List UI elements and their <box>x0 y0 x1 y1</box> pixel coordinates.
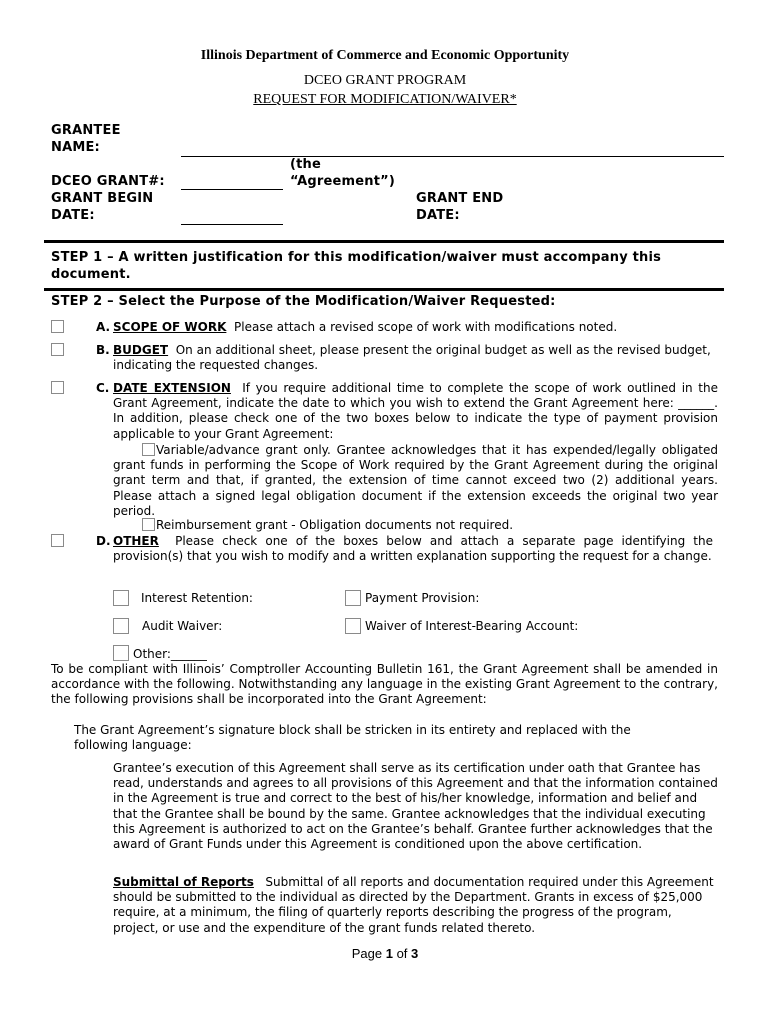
of-word: of <box>396 946 408 961</box>
item-a-title: SCOPE OF WORK <box>113 320 227 334</box>
interest-retention-label: Interest Retention: <box>141 591 253 605</box>
interest-retention-checkbox[interactable] <box>113 590 129 606</box>
scope-of-work-checkbox[interactable] <box>51 320 64 333</box>
grantee-name-label-line1: GRANTEE <box>51 123 121 138</box>
grant-begin-label-line1: GRANT BEGIN <box>51 191 154 206</box>
other-checkbox[interactable] <box>51 534 64 547</box>
item-c-description: If you require additional time to complete the scope of work outlined in the Grant Agreement, indicate the date to which you wish to extend the Grant Agreement here: ______. In addition, please check one of the two boxes below to indicate the type of payment provision applicable to your Grant Agreement: <box>113 381 718 441</box>
reimbursement-grant-checkbox[interactable] <box>142 518 155 531</box>
item-a-letter: A. <box>96 320 111 334</box>
grantee-name-field[interactable] <box>181 156 724 157</box>
grant-end-label-line2: DATE: <box>416 208 460 223</box>
step1-line1: STEP 1 – A written justification for this modification/waiver must accompany this <box>51 250 662 265</box>
audit-waiver-label: Audit Waiver: <box>142 619 223 633</box>
item-b-letter: B. <box>96 343 110 357</box>
program-title: DCEO GRANT PROGRAM <box>303 73 467 88</box>
grant-number-label: DCEO GRANT#: <box>51 174 165 189</box>
grant-begin-date-field[interactable] <box>181 224 283 225</box>
agreement-note-line2: “Agreement”) <box>290 174 395 189</box>
payment-provision-label: Payment Provision: <box>365 591 480 605</box>
page-footer <box>0 946 770 961</box>
other-option-checkbox[interactable] <box>113 645 129 661</box>
other-option-label: Other:______ <box>133 647 207 661</box>
compliance-paragraph: To be compliant with Illinois’ Comptroller Accounting Bulletin 161, the Grant Agreement shall be amended in accordance with the following. Notwithstanding any language in the existing Grant Agreement to the contrary, the following provisions shall be incorporated into the Grant Agreement: <box>51 662 718 707</box>
item-d-title: OTHER <box>113 534 159 548</box>
item-d-text <box>113 534 713 564</box>
divider-step2 <box>44 288 724 291</box>
item-d-description: Please check one of the boxes below and attach a separate page identifying the provision(s) that you wish to modify and a written explanation supporting the request for a change. <box>113 534 713 564</box>
item-b-text <box>113 343 718 373</box>
reports-title: Submittal of Reports <box>113 875 254 889</box>
reports-paragraph <box>113 875 718 936</box>
item-c-title: DATE EXTENSION <box>113 381 231 395</box>
waiver-interest-account-label: Waiver of Interest-Bearing Account: <box>365 619 579 633</box>
grant-begin-label-line2: DATE: <box>51 208 95 223</box>
agency-name: Illinois Department of Commerce and Economic Opportunity <box>200 48 570 63</box>
item-a-description: Please attach a revised scope of work with modifications noted. <box>234 320 618 334</box>
form-title: REQUEST FOR MODIFICATION/WAIVER* <box>253 92 517 107</box>
page-total: 3 <box>411 946 419 961</box>
signature-block-paragraph: The Grant Agreement’s signature block shall be stricken in its entirety and replaced with the following language: <box>74 723 631 753</box>
item-c-letter: C. <box>96 381 110 395</box>
reimbursement-grant-text: Reimbursement grant - Obligation documents not required. <box>156 518 514 532</box>
certification-paragraph: Grantee’s execution of this Agreement shall serve as its certification under oath that Grantee has read, understands and agrees to all provisions of this Agreement and that the information contained in the Agreement is true and correct to the best of his/her knowledge, information and belief and that the Grantee shall be bound by the same. Grantee acknowledges that the individual executing this Agreement is authorized to act on the Grantee’s behalf. Grantee further acknowledges that the award of Grant Funds under this Agreement is conditioned upon the above certification. <box>113 761 718 852</box>
item-b-description: On an additional sheet, please present the original budget as well as the revised budget, indicating the requested changes. <box>113 343 711 373</box>
payment-provision-checkbox[interactable] <box>345 590 361 606</box>
waiver-interest-account-checkbox[interactable] <box>345 618 361 634</box>
step1-line2: document. <box>51 267 131 282</box>
step2-heading: STEP 2 – Select the Purpose of the Modification/Waiver Requested: <box>51 294 556 309</box>
item-c-text <box>113 381 718 442</box>
budget-checkbox[interactable] <box>51 343 64 356</box>
audit-waiver-checkbox[interactable] <box>113 618 129 634</box>
agreement-note-line1: (the <box>290 157 322 172</box>
item-b-title: BUDGET <box>113 343 169 357</box>
page-word: Page <box>351 946 383 961</box>
grant-end-label-line1: GRANT END <box>416 191 504 206</box>
grantee-name-label-line2: NAME: <box>51 140 100 155</box>
divider-step1 <box>44 240 724 243</box>
reports-text: Submittal of all reports and documentation required under this Agreement should be submitted to the individual as directed by the Department. Grants in excess of $25,000 require, at a minimum, the filing of quarterly reports describing the progress of the program, project, or use and the expenditure of the grant funds related thereto. <box>113 875 714 935</box>
item-d-letter: D. <box>96 534 111 548</box>
page-number: 1 <box>385 946 393 961</box>
date-extension-checkbox[interactable] <box>51 381 64 394</box>
item-a-text <box>113 320 718 335</box>
variable-grant-text: Variable/advance grant only. Grantee acknowledges that it has expended/legally obligated grant funds in performing the Scope of Work required by the Grant Agreement during the original grant term and that, if granted, the extension of time cannot exceed two (2) additional years. Please attach a signed legal obligation document if the extension exceeds the original two year period. <box>113 443 718 518</box>
grant-number-field[interactable] <box>181 189 283 190</box>
